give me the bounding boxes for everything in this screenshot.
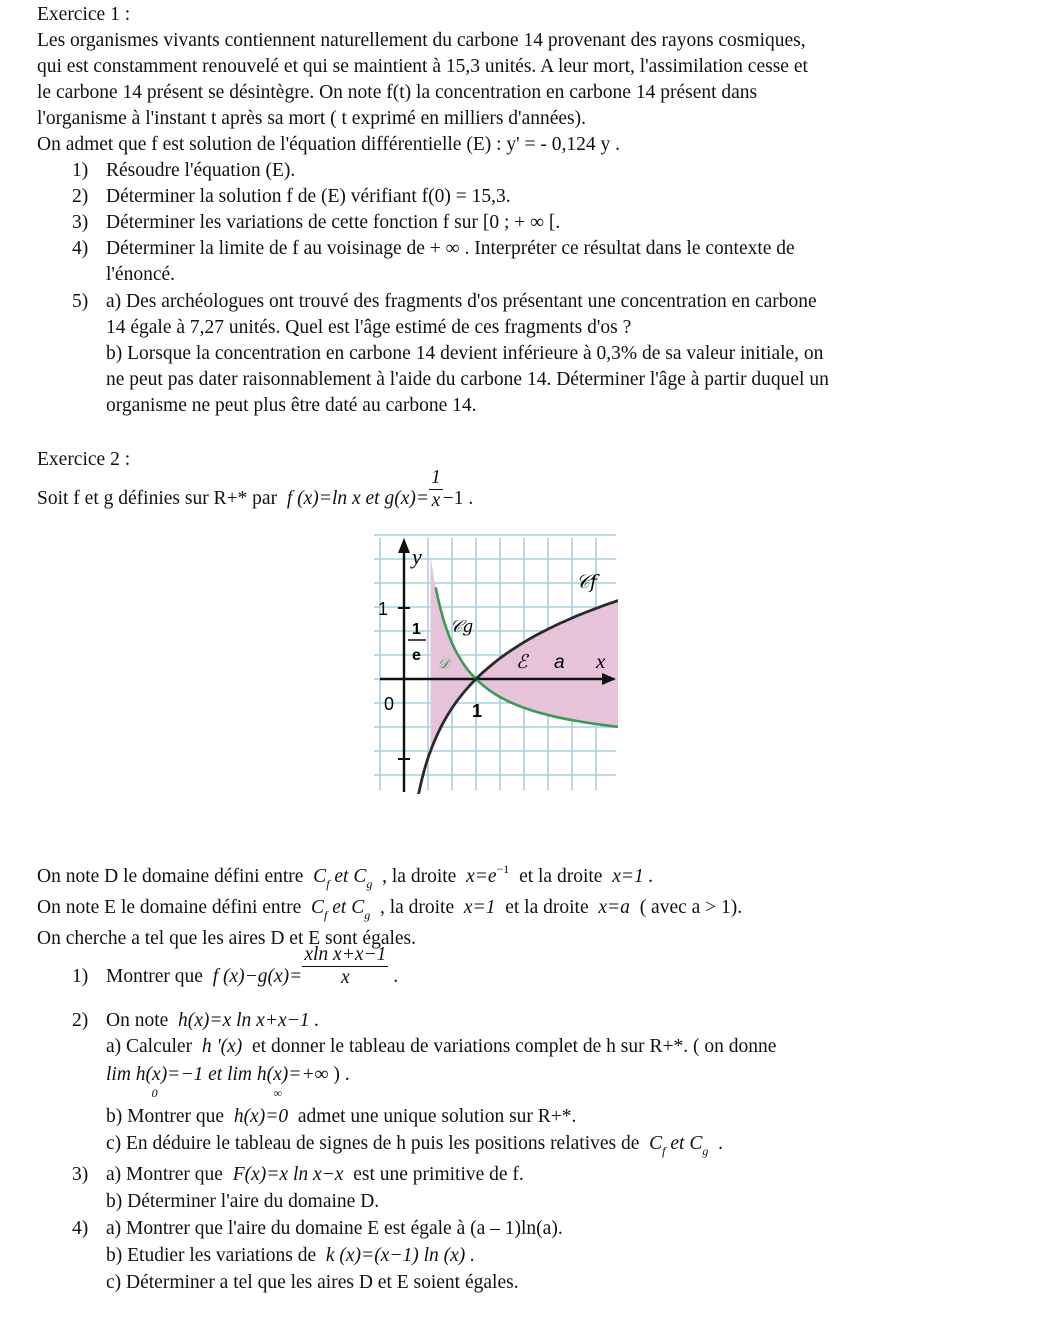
y-axis-label: y <box>412 544 422 569</box>
ex1-title: Exercice 1 : <box>37 4 131 25</box>
ex1-intro-4: l'organisme à l'instant t après sa mort ( t exprimé en milliers d'années). <box>37 108 586 129</box>
ex1-intro-1: Les organismes vivants contiennent naturellement du carbone 14 provenant des rayons cosmiques, <box>37 30 806 51</box>
ex2-domain-d: On note D le domaine défini entre $C_f$ et $C_g$ , la droite $x=e^{-1}$ et la droite x=1 . <box>37 862 654 891</box>
ex2-q2c: c) En déduire le tableau de signes de h puis les positions relatives de $C_f$ et $C_g$ . <box>106 1133 723 1158</box>
ex1-q5-line4: ne peut pas dater raisonnablement à l'aide du carbone 14. Déterminer l'âge à partir duquel un <box>106 369 829 390</box>
a-label: a <box>554 652 565 673</box>
ex1-q5-line3: b) Lorsque la concentration en carbone 14 devient inférieure à 0,3% de sa valeur initiale, on <box>106 343 824 364</box>
ex2-q4a: 4) a) Montrer que l'aire du domaine E est égale à (a – 1)ln(a). <box>72 1218 563 1239</box>
ex1-q3: 3) Déterminer les variations de cette fonction f sur [0 ; + ∞ [. <box>72 212 561 233</box>
ex1-intro-2: qui est constamment renouvelé et qui se maintient à 15,3 unités. A leur mort, l'assimilation cesse et <box>37 56 808 77</box>
y-one-label: 1 <box>378 599 389 619</box>
ex2-definition: Soit f et g définies sur R+* par f (x)=ln x et g(x)= $\frac{1}{x}$ −1 . <box>37 467 474 512</box>
ex2-q4b: b) Etudier les variations de k (x)=(x−1) ln (x) . <box>106 1245 476 1266</box>
function-graph <box>370 534 618 794</box>
origin-label: 0 <box>384 694 395 714</box>
ex2-q2a-limits: lim h(x)=−1 0 et lim h(x)=+∞ ∞ ) . <box>106 1064 350 1100</box>
ex1-q4: 4) Déterminer la limite de f au voisinage de + ∞ . Interpréter ce résultat dans le contexte de <box>72 238 795 259</box>
ex2-q3b: b) Déterminer l'aire du domaine D. <box>106 1191 380 1212</box>
ex2-q2a: a) Calculer h '(x) et donner le tableau de variations complet de h sur R+*. ( on donne <box>106 1036 777 1057</box>
ex2-q3a: 3) a) Montrer que F(x)=x ln x−x est une primitive de f. <box>72 1164 524 1185</box>
ex1-q5-line5: organisme ne peut plus être daté au carbone 14. <box>106 395 477 416</box>
ex2-q1: 1) Montrer que f (x)−g(x)= $\frac{\text{xln x+x−1}}{x}$ . <box>72 944 399 989</box>
inv-e-numerator: 1 <box>412 621 421 638</box>
cf-label: 𝒞f <box>576 571 597 593</box>
domain-d-label: 𝒟 <box>438 656 450 672</box>
ex2-title: Exercice 2 : <box>37 449 131 470</box>
ex1-q5-line2: 14 égale à 7,27 unités. Quel est l'âge estimé de ces fragments d'os ? <box>106 317 632 338</box>
ex2-domain-e: On note E le domaine défini entre $C_f$ et $C_g$ , la droite x=1 et la droite x=a ( avec a > 1). <box>37 897 743 922</box>
ex1-q1: 1) Résoudre l'équation (E). <box>72 160 296 181</box>
ex1-intro-3: le carbone 14 présent se désintègre. On note f(t) la concentration en carbone 14 présent dans <box>37 82 758 103</box>
domain-e-label: ℰ <box>516 651 528 673</box>
ex1-q5: 5) a) Des archéologues ont trouvé des fragments d'os présentant une concentration en carbone <box>72 291 817 312</box>
ex2-q2b: b) Montrer que h(x)=0 admet une unique solution sur R+*. <box>106 1106 577 1127</box>
x-one-label: 1 <box>472 701 483 721</box>
ex2-objective: On cherche a tel que les aires D et E sont égales. <box>37 928 417 949</box>
cg-label: 𝒞g <box>450 617 474 637</box>
ex1-intro-5: On admet que f est solution de l'équation différentielle (E) : y' = - 0,124 y . <box>37 134 621 155</box>
x-axis-label: x <box>596 649 606 673</box>
ex2-q2: 2) On note h(x)=x ln x+x−1 . <box>72 1010 320 1031</box>
ex1-q4-cont: l'énoncé. <box>106 264 176 285</box>
ex2-q4c: c) Déterminer a tel que les aires D et E soient égales. <box>106 1272 519 1293</box>
ex1-q2: 2) Déterminer la solution f de (E) vérifiant f(0) = 15,3. <box>72 186 511 207</box>
inv-e-denominator: e <box>412 647 421 664</box>
